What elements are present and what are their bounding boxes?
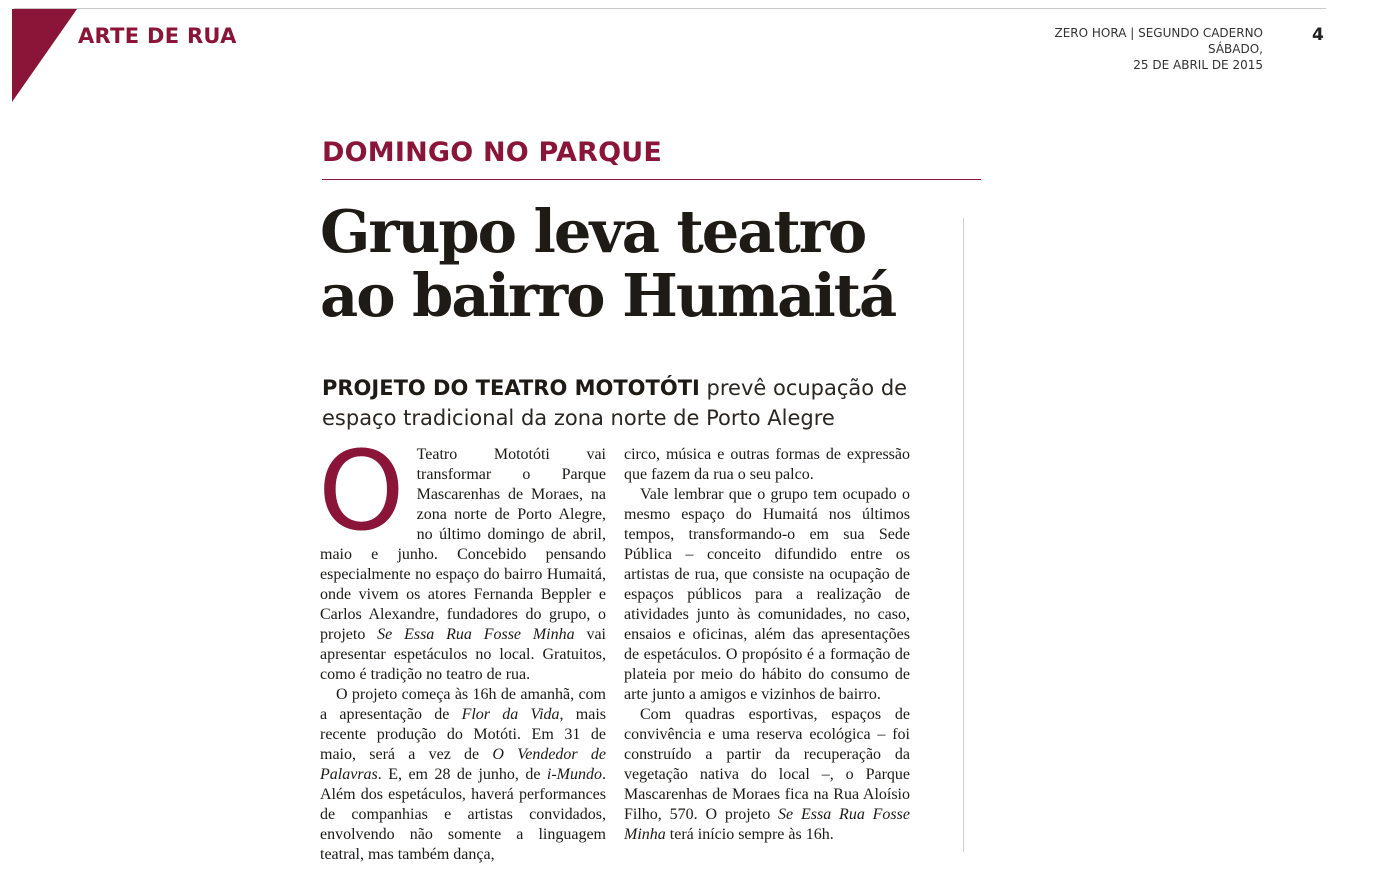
work-title-se-essa-rua-2: Se Essa Rua Fosse Minha <box>624 806 910 843</box>
headline-line-1: Grupo leva teatro <box>320 197 866 266</box>
paragraph-4-text-b: terá início sempre às 16h. <box>665 826 834 843</box>
paragraph-2-text-d: . Além dos espetáculos, haverá performances de companhias e artistas convidados, envolvendo não somente a linguagem teatral, mas também dança, <box>320 766 606 863</box>
article-column-2 <box>624 445 910 845</box>
article-headline <box>320 197 960 330</box>
paragraph-4-text-a: Com quadras esportivas, espaços de convivência e uma reserva ecológica – foi construído a partir da recuperação da vegetação nativa do local –, o Parque Mascarenhas de Moraes fica na Rua Aloísio Filho, 570. O projeto <box>624 706 910 823</box>
paragraph-4 <box>624 705 910 845</box>
paragraph-3: Vale lembrar que o grupo tem ocupado o mesmo espaço do Humaitá nos últimos tempos, transformando-o em sua Sede Pública – conceito difundido entre os artistas de rua, que consiste na ocupação de espaços públicos para a realização de atividades junto às comunidades, no caso, ensaios e oficinas, além das apresentações de espetáculos. O propósito é a formação de plateia por meio do hábito do consumo de arte junto a amigos e vizinhos de bairro. <box>624 486 910 703</box>
publication-name: ZERO HORA | SEGUNDO CADERNO <box>1054 26 1263 40</box>
subhead-lead: PROJETO DO TEATRO MOTOTÓTI <box>322 376 700 400</box>
publication-weekday: SÁBADO, <box>1208 42 1263 56</box>
headline-line-2: ao bairro Humaitá <box>320 261 896 330</box>
paragraph-2-text-c: . E, em 28 de junho, de <box>377 766 547 783</box>
section-corner-triangle <box>12 9 77 102</box>
paragraph-1-text-a: Teatro Mototóti vai transformar o Parque Mascarenhas de Moraes, na zona norte de Porto Alegre, no último domingo de abril, maio e junho. Concebido pensando especialmente no espaço do bairro Humaitá, onde vivem os atores Fernanda Beppler e Carlos Alexandre, fundadores do grupo, o projeto <box>320 446 606 643</box>
publication-date: 25 DE ABRIL DE 2015 <box>1133 58 1263 72</box>
work-title-se-essa-rua: Se Essa Rua Fosse Minha <box>377 626 575 643</box>
paragraph-2-text-a: O projeto começa às 16h de amanhã, com a apresentação de <box>320 686 606 723</box>
subhead-text: prevê ocupação de espaço tradicional da zona norte de Porto Alegre <box>322 376 908 430</box>
section-label: ARTE DE RUA <box>78 24 237 48</box>
column-side-rule <box>963 218 964 852</box>
article-column-1 <box>318 427 607 865</box>
paragraph-2 <box>320 685 606 865</box>
top-rule <box>14 8 1326 9</box>
page-number: 4 <box>1312 25 1324 45</box>
publication-info <box>1003 25 1263 73</box>
work-title-vendedor: O Vendedor de Palavras <box>320 746 606 783</box>
paragraph-2-continued: circo, música e outras formas de expressão que fazem da rua o seu palco. <box>624 446 910 483</box>
article-kicker: DOMINGO NO PARQUE <box>322 137 663 168</box>
kicker-rule <box>322 179 981 180</box>
drop-cap: O <box>318 427 405 555</box>
paragraph-1 <box>318 427 606 685</box>
paragraph-2-text-b: , mais recente produção do Motóti. Em 31 de maio, será a vez de <box>320 706 607 763</box>
article-subhead <box>322 373 962 433</box>
work-title-i-mundo: i-Mundo <box>546 766 602 783</box>
work-title-flor-da-vida: Flor da Vida <box>461 706 560 723</box>
paragraph-1-text-b: vai apresentar espetáculos no local. Gratuitos, como é tradição no teatro de rua. <box>320 626 606 683</box>
